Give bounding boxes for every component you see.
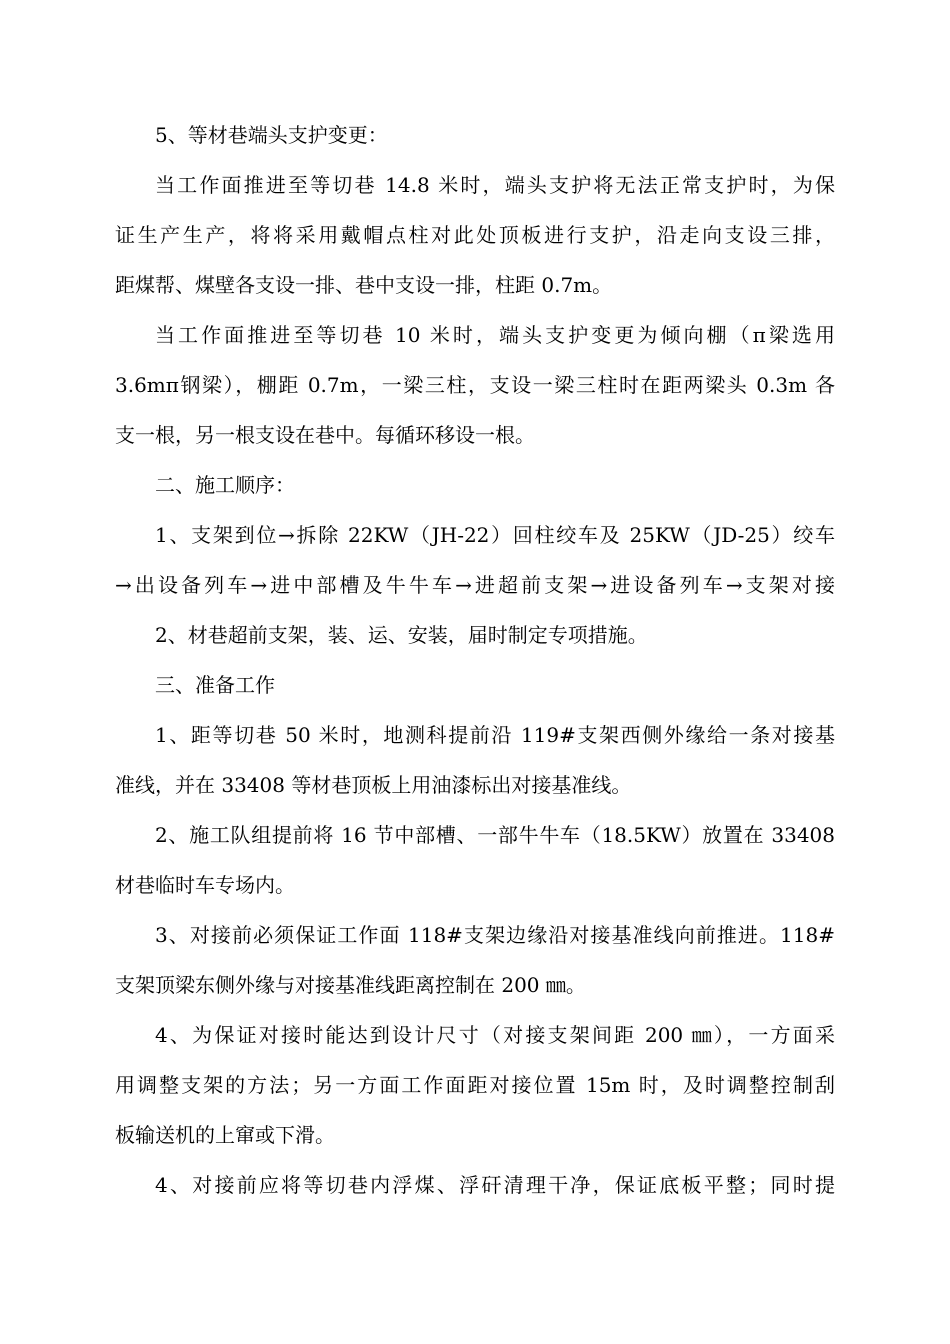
paragraph-line: 距煤帮、煤壁各支设一排、巷中支设一排，柱距 0.7m。: [115, 273, 613, 297]
section-heading-end-support-change: 5、等材巷端头支护变更：: [155, 123, 388, 147]
paragraph-line: 3、对接前必须保证工作面 118#支架边缘沿对接基准线向前推进。118#: [155, 923, 835, 947]
paragraph-line: →出设备列车→进中部槽及牛牛车→进超前支架→进设备列车→支架对接: [115, 573, 835, 597]
paragraph-line: 2、材巷超前支架，装、运、安装，届时制定专项措施。: [155, 623, 648, 647]
section-heading-construction-sequence: 二、施工顺序：: [155, 473, 295, 497]
paragraph-line: 当工作面推进至等切巷 14.8 米时，端头支护将无法正常支护时，为保: [155, 173, 835, 197]
paragraph-line: 1、支架到位→拆除 22KW（JH-22）回柱绞车及 25KW（JD-25）绞车: [155, 523, 835, 547]
paragraph-line: 用调整支架的方法；另一方面工作面距对接位置 15m 时，及时调整控制刮: [115, 1073, 835, 1097]
paragraph-line: 2、施工队组提前将 16 节中部槽、一部牛牛车（18.5KW）放置在 33408: [155, 823, 835, 847]
paragraph-line: 4、对接前应将等切巷内浮煤、浮矸清理干净，保证底板平整；同时提: [155, 1173, 835, 1197]
paragraph-line: 当工作面推进至等切巷 10 米时，端头支护变更为倾向棚（π梁选用: [155, 323, 835, 347]
paragraph-line: 支一根，另一根支设在巷中。每循环移设一根。: [115, 423, 535, 447]
paragraph-line: 支架顶梁东侧外缘与对接基准线距离控制在 200 ㎜。: [115, 973, 586, 997]
paragraph-line: 材巷临时车专场内。: [115, 873, 295, 897]
paragraph-line: 3.6mπ钢梁），棚距 0.7m，一梁三柱，支设一梁三柱时在距两梁头 0.3m 各: [115, 373, 835, 397]
paragraph-line: 板输送机的上窜或下滑。: [115, 1123, 335, 1147]
section-heading-preparation-work: 三、准备工作: [155, 673, 275, 697]
paragraph-line: 4、为保证对接时能达到设计尺寸（对接支架间距 200 ㎜），一方面采: [155, 1023, 835, 1047]
paragraph-line: 准线，并在 33408 等材巷顶板上用油漆标出对接基准线。: [115, 773, 632, 797]
paragraph-line: 1、距等切巷 50 米时，地测科提前沿 119#支架西侧外缘给一条对接基: [155, 723, 835, 747]
paragraph-line: 证生产生产，将将采用戴帽点柱对此处顶板进行支护，沿走向支设三排，: [115, 223, 835, 247]
